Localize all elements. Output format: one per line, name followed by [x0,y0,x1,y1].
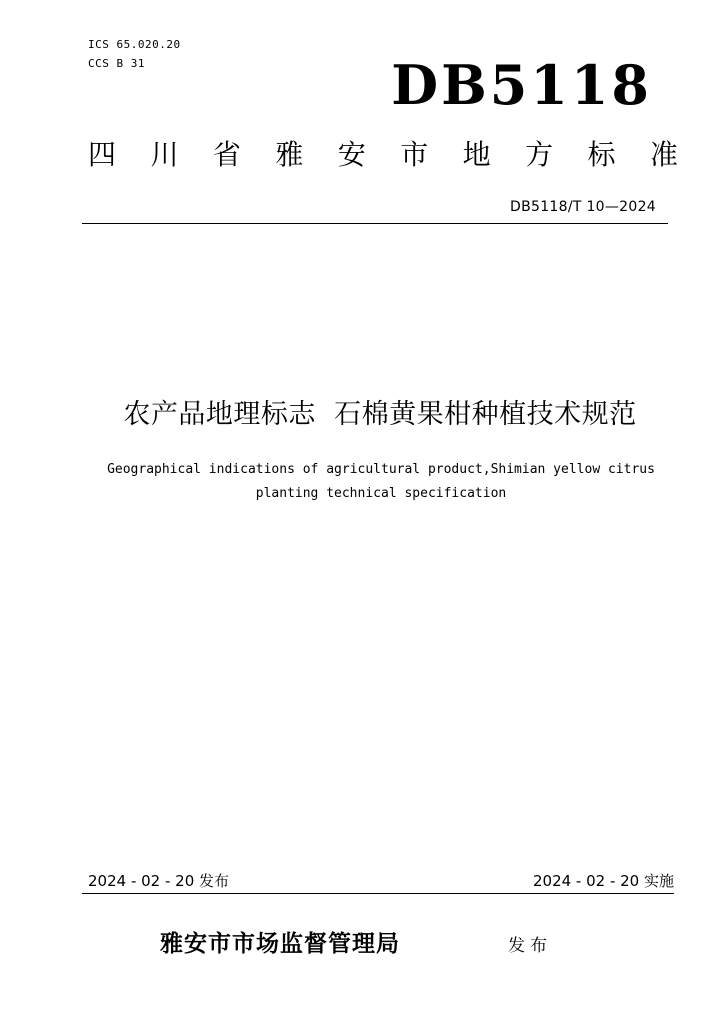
standard-type-heading [88,138,678,172]
issue-label: 发布 [508,936,552,956]
header-divider [82,223,668,224]
standard-logo: DB5118 [391,53,652,117]
publication-date: 2024 - 02 - 20 发布 [88,872,230,890]
standard-type-char: 市 [400,138,429,171]
english-title-line-1: Geographical indications of agricultural product,Shimian yellow citrus [107,462,655,477]
standard-type-char: 地 [462,138,491,171]
standard-type-char: 安 [337,138,366,171]
ccs-code: CCS B 31 [88,57,145,70]
standard-type-char: 标 [587,138,616,171]
standard-type-char: 川 [150,138,179,171]
standard-type-char: 雅 [275,138,304,171]
standard-type-char: 准 [649,138,678,171]
standard-type-char: 省 [212,138,241,171]
implementation-date: 2024 - 02 - 20 实施 [532,872,674,890]
standard-type-char: 方 [525,138,554,171]
document-title-chinese: 农产品地理标志 石棉黄果柑种植技术规范 [123,399,637,430]
footer-divider [82,893,674,894]
document-title-english [88,458,674,506]
english-title-line-2: planting technical specification [255,486,507,501]
standard-type-char: 四 [88,138,117,171]
standard-number: DB5118/T 10—2024 [510,199,656,215]
ics-code: ICS 65.020.20 [88,38,181,51]
issuing-authority: 雅安市市场监督管理局 [160,931,400,957]
